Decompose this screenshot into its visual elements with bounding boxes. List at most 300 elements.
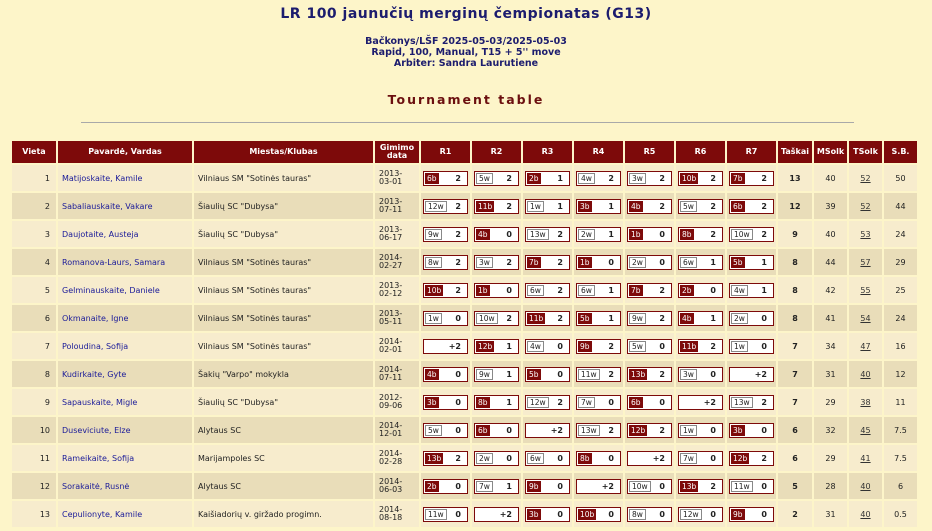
- birth-date-cell: [375, 473, 419, 499]
- opponent-link[interactable]: 2w: [629, 257, 646, 268]
- round-cell: [727, 361, 776, 387]
- msolk-cell: 31: [814, 501, 847, 527]
- round-cell: [625, 193, 674, 219]
- opponent-link[interactable]: 1w: [680, 425, 697, 436]
- opponent-link[interactable]: 3w: [680, 369, 697, 380]
- round-score: 0: [659, 257, 665, 267]
- bye-score: +2: [601, 481, 614, 491]
- points-cell: 8: [778, 249, 812, 275]
- round-score: 2: [455, 201, 461, 211]
- round-cell: [676, 417, 725, 443]
- opponent-link[interactable]: 11b: [478, 201, 493, 211]
- opponent-link[interactable]: 3b: [529, 509, 539, 519]
- player-name-link[interactable]: Romanova-Laurs, Samara: [58, 249, 192, 275]
- round-score: 2: [506, 201, 512, 211]
- round-result: [627, 479, 672, 494]
- opponent-link[interactable]: 12w: [527, 397, 549, 408]
- round-score: 1: [710, 257, 716, 267]
- round-result: [729, 367, 774, 382]
- tsolk-link[interactable]: 53: [849, 221, 882, 247]
- opponent-link[interactable]: 2b: [529, 173, 539, 183]
- opponent-link[interactable]: 12w: [425, 201, 447, 212]
- player-name-link[interactable]: Okmanaite, Igne: [58, 305, 192, 331]
- round-score: 2: [761, 397, 767, 407]
- round-cell: [523, 221, 572, 247]
- round-score: 1: [608, 313, 614, 323]
- opponent-link[interactable]: 11b: [529, 313, 544, 323]
- round-score: 0: [506, 285, 512, 295]
- round-score: 0: [455, 425, 461, 435]
- tsolk-link[interactable]: 40: [849, 361, 882, 387]
- opponent-link[interactable]: 5w: [425, 425, 442, 436]
- opponent-link[interactable]: 9w: [629, 313, 646, 324]
- round-result: [525, 199, 570, 214]
- round-score: 0: [659, 509, 665, 519]
- round-cell: [676, 333, 725, 359]
- round-score: 2: [659, 425, 665, 435]
- birth-month-day: 02-01: [379, 345, 403, 354]
- opponent-link[interactable]: 1b: [631, 229, 641, 239]
- msolk-cell: 44: [814, 249, 847, 275]
- place-cell: 12: [12, 473, 56, 499]
- opponent-link[interactable]: 1b: [478, 285, 488, 295]
- round-result: [423, 451, 468, 466]
- opponent-link[interactable]: 8b: [478, 397, 488, 407]
- round-score: 2: [506, 257, 512, 267]
- round-cell: [676, 221, 725, 247]
- opponent-link[interactable]: 5w: [680, 201, 697, 212]
- points-cell: 7: [778, 361, 812, 387]
- opponent-link[interactable]: 6b: [631, 397, 641, 407]
- msolk-cell: 41: [814, 305, 847, 331]
- player-name-link[interactable]: Kudirkaite, Gyte: [58, 361, 192, 387]
- club-cell: Marijampoles SC: [194, 445, 373, 471]
- col-r3: R3: [523, 141, 572, 163]
- opponent-link[interactable]: 4w: [731, 285, 748, 296]
- opponent-link[interactable]: 4w: [578, 173, 595, 184]
- opponent-link[interactable]: 12b: [631, 425, 646, 435]
- round-score: 1: [557, 173, 563, 183]
- round-cell: [523, 333, 572, 359]
- table-row: [12, 501, 917, 527]
- round-cell: [625, 305, 674, 331]
- opponent-link[interactable]: 3b: [580, 201, 590, 211]
- opponent-link[interactable]: 5w: [476, 173, 493, 184]
- player-name-link[interactable]: Sapauskaite, Migle: [58, 389, 192, 415]
- round-result: [474, 311, 519, 326]
- round-result: [729, 339, 774, 354]
- round-result: [678, 367, 723, 382]
- round-cell: [523, 473, 572, 499]
- round-result: [423, 423, 468, 438]
- opponent-link[interactable]: 2w: [578, 229, 595, 240]
- round-result: [423, 227, 468, 242]
- club-cell: Šiaulių SC "Dubysa": [194, 389, 373, 415]
- round-score: 0: [761, 425, 767, 435]
- round-result: [474, 255, 519, 270]
- round-result: [729, 255, 774, 270]
- round-result: [729, 227, 774, 242]
- player-name-link[interactable]: Cepulionyte, Kamile: [58, 501, 192, 527]
- tsolk-link[interactable]: 40: [849, 501, 882, 527]
- birth-year: 2014-: [379, 448, 403, 458]
- club-cell: Šiaulių SC "Dubysa": [194, 193, 373, 219]
- club-cell: Vilniaus SM "Sotinės tauras": [194, 333, 373, 359]
- msolk-cell: 39: [814, 193, 847, 219]
- round-cell: [676, 165, 725, 191]
- round-result: [423, 311, 468, 326]
- round-result: [627, 283, 672, 298]
- round-score: 1: [761, 285, 767, 295]
- opponent-link[interactable]: 13b: [631, 369, 646, 379]
- round-score: 1: [608, 201, 614, 211]
- place-cell: 10: [12, 417, 56, 443]
- opponent-link[interactable]: 8b: [682, 229, 692, 239]
- round-cell: [727, 473, 776, 499]
- round-score: 1: [608, 229, 614, 239]
- opponent-link[interactable]: 7w: [578, 397, 595, 408]
- round-score: 2: [455, 453, 461, 463]
- opponent-link[interactable]: 6w: [527, 285, 544, 296]
- place-cell: 8: [12, 361, 56, 387]
- round-result: [627, 395, 672, 410]
- opponent-link[interactable]: 9b: [529, 481, 539, 491]
- round-result: [423, 339, 468, 354]
- round-cell: [574, 501, 623, 527]
- opponent-link[interactable]: 6b: [427, 173, 437, 183]
- round-result: [627, 507, 672, 522]
- table-row: [12, 193, 917, 219]
- tsolk-link[interactable]: 55: [849, 277, 882, 303]
- round-result: [525, 171, 570, 186]
- tsolk-link[interactable]: 45: [849, 417, 882, 443]
- round-cell: [472, 361, 521, 387]
- round-result: [525, 507, 570, 522]
- tsolk-link[interactable]: 52: [849, 193, 882, 219]
- round-cell: [421, 389, 470, 415]
- round-score: 2: [710, 341, 716, 351]
- birth-date-cell: [375, 417, 419, 443]
- opponent-link[interactable]: 7w: [680, 453, 697, 464]
- opponent-link[interactable]: 11w: [578, 369, 600, 380]
- opponent-link[interactable]: 6w: [527, 453, 544, 464]
- sb-cell: 6: [884, 473, 917, 499]
- points-cell: 7: [778, 389, 812, 415]
- round-score: 0: [557, 453, 563, 463]
- round-cell: [472, 221, 521, 247]
- opponent-link[interactable]: 13w: [731, 397, 753, 408]
- opponent-link[interactable]: 1w: [731, 341, 748, 352]
- round-result: [474, 339, 519, 354]
- opponent-link[interactable]: 9b: [733, 509, 743, 519]
- round-result: [729, 283, 774, 298]
- msolk-cell: 28: [814, 473, 847, 499]
- club-cell: Vilniaus SM "Sotinės tauras": [194, 305, 373, 331]
- player-name-link[interactable]: Daujotaite, Austeja: [58, 221, 192, 247]
- divider: [81, 122, 854, 123]
- round-cell: [727, 249, 776, 275]
- bye-score: +2: [652, 453, 665, 463]
- header-row: [12, 141, 917, 163]
- place-cell: 2: [12, 193, 56, 219]
- opponent-link[interactable]: 1w: [527, 201, 544, 212]
- tsolk-link[interactable]: 52: [849, 165, 882, 191]
- table-row: [12, 417, 917, 443]
- opponent-link[interactable]: 11w: [731, 481, 753, 492]
- round-result: [576, 395, 621, 410]
- opponent-link[interactable]: 4b: [478, 229, 488, 239]
- tsolk-link[interactable]: 38: [849, 389, 882, 415]
- table-row: [12, 277, 917, 303]
- round-result: [627, 311, 672, 326]
- round-score: 2: [710, 481, 716, 491]
- round-cell: [523, 193, 572, 219]
- table-row: [12, 389, 917, 415]
- round-score: 2: [710, 201, 716, 211]
- round-score: 2: [455, 257, 461, 267]
- round-result: [423, 507, 468, 522]
- club-cell: Alytaus SC: [194, 473, 373, 499]
- opponent-link[interactable]: 13w: [578, 425, 600, 436]
- round-score: 0: [455, 397, 461, 407]
- opponent-link[interactable]: 6b: [733, 201, 743, 211]
- round-cell: [574, 277, 623, 303]
- opponent-link[interactable]: 12b: [733, 453, 748, 463]
- round-result: [576, 255, 621, 270]
- player-name-link[interactable]: Poloudina, Sofija: [58, 333, 192, 359]
- round-cell: [421, 221, 470, 247]
- round-score: 2: [608, 425, 614, 435]
- points-cell: 2: [778, 501, 812, 527]
- sb-cell: 16: [884, 333, 917, 359]
- tsolk-link[interactable]: 41: [849, 445, 882, 471]
- round-score: 2: [761, 201, 767, 211]
- opponent-link[interactable]: 4b: [631, 201, 641, 211]
- round-result: [627, 451, 672, 466]
- place-cell: 3: [12, 221, 56, 247]
- round-cell: [421, 333, 470, 359]
- opponent-link[interactable]: 11w: [425, 509, 447, 520]
- round-cell: [676, 277, 725, 303]
- round-score: 2: [455, 285, 461, 295]
- opponent-link[interactable]: 12b: [478, 341, 493, 351]
- table-row: [12, 445, 917, 471]
- opponent-link[interactable]: 2w: [476, 453, 493, 464]
- club-cell: Alytaus SC: [194, 417, 373, 443]
- msolk-cell: 29: [814, 389, 847, 415]
- opponent-link[interactable]: 5b: [580, 313, 590, 323]
- opponent-link[interactable]: 6w: [578, 285, 595, 296]
- opponent-link[interactable]: 6w: [680, 257, 697, 268]
- round-score: 1: [710, 313, 716, 323]
- round-score: 2: [557, 257, 563, 267]
- round-result: [423, 367, 468, 382]
- opponent-link[interactable]: 1w: [425, 313, 442, 324]
- player-name-link[interactable]: Sabaliauskaite, Vakare: [58, 193, 192, 219]
- round-score: 0: [506, 453, 512, 463]
- round-result: [678, 395, 723, 410]
- bye-score: +2: [703, 397, 716, 407]
- opponent-link[interactable]: 10w: [731, 229, 753, 240]
- round-cell: [421, 277, 470, 303]
- round-score: 2: [659, 313, 665, 323]
- opponent-link[interactable]: 13b: [682, 481, 697, 491]
- player-name-link[interactable]: Duseviciute, Elze: [58, 417, 192, 443]
- round-result: [525, 367, 570, 382]
- birth-month-day: 05-11: [379, 317, 403, 326]
- opponent-link[interactable]: 8w: [629, 509, 646, 520]
- points-cell: 13: [778, 165, 812, 191]
- round-cell: [727, 501, 776, 527]
- round-result: [729, 199, 774, 214]
- opponent-link[interactable]: 5w: [629, 341, 646, 352]
- opponent-link[interactable]: 7b: [529, 257, 539, 267]
- msolk-cell: 40: [814, 165, 847, 191]
- birth-date-cell: [375, 501, 419, 527]
- opponent-link[interactable]: 3b: [427, 397, 437, 407]
- tsolk-link[interactable]: 47: [849, 333, 882, 359]
- opponent-link[interactable]: 4b: [427, 369, 437, 379]
- sb-cell: 29: [884, 249, 917, 275]
- birth-month-day: 06-17: [379, 233, 403, 242]
- opponent-link[interactable]: 10b: [427, 285, 442, 295]
- round-score: 0: [455, 369, 461, 379]
- round-score: 0: [659, 341, 665, 351]
- round-score: 0: [761, 509, 767, 519]
- round-cell: [727, 277, 776, 303]
- round-score: 2: [659, 173, 665, 183]
- birth-year: 2012-: [379, 392, 403, 402]
- round-score: 2: [659, 369, 665, 379]
- club-cell: Vilniaus SM "Sotinės tauras": [194, 277, 373, 303]
- col-r2: R2: [472, 141, 521, 163]
- opponent-link[interactable]: 3w: [476, 257, 493, 268]
- opponent-link[interactable]: 7b: [631, 285, 641, 295]
- place-cell: 5: [12, 277, 56, 303]
- round-cell: [574, 389, 623, 415]
- round-cell: [574, 361, 623, 387]
- round-cell: [727, 193, 776, 219]
- round-cell: [523, 361, 572, 387]
- round-result: [678, 199, 723, 214]
- round-score: 2: [659, 285, 665, 295]
- round-cell: [625, 165, 674, 191]
- opponent-link[interactable]: 4w: [527, 341, 544, 352]
- player-name-link[interactable]: Gelminauskaite, Daniele: [58, 277, 192, 303]
- opponent-link[interactable]: 13w: [527, 229, 549, 240]
- sb-cell: 0.5: [884, 501, 917, 527]
- opponent-link[interactable]: 3w: [629, 173, 646, 184]
- round-result: [525, 479, 570, 494]
- round-cell: [574, 221, 623, 247]
- round-cell: [472, 277, 521, 303]
- bye-score: +2: [754, 369, 767, 379]
- round-result: [576, 367, 621, 382]
- opponent-link[interactable]: 2b: [682, 285, 692, 295]
- birth-year: 2013-: [379, 280, 403, 290]
- round-cell: [472, 249, 521, 275]
- round-cell: [472, 165, 521, 191]
- sb-cell: 11: [884, 389, 917, 415]
- round-score: 0: [557, 341, 563, 351]
- tsolk-link[interactable]: 54: [849, 305, 882, 331]
- round-result: [525, 283, 570, 298]
- round-score: 2: [557, 229, 563, 239]
- opponent-link[interactable]: 9b: [580, 341, 590, 351]
- round-result: [627, 367, 672, 382]
- round-cell: [421, 417, 470, 443]
- player-name-link[interactable]: Sorakaitė, Rusnė: [58, 473, 192, 499]
- round-result: [525, 311, 570, 326]
- round-cell: [421, 305, 470, 331]
- round-cell: [523, 277, 572, 303]
- birth-date-cell: [375, 361, 419, 387]
- round-cell: [727, 333, 776, 359]
- tsolk-link[interactable]: 57: [849, 249, 882, 275]
- tsolk-link[interactable]: 40: [849, 473, 882, 499]
- points-cell: 8: [778, 305, 812, 331]
- opponent-link[interactable]: 1b: [580, 257, 590, 267]
- opponent-link[interactable]: 9w: [476, 369, 493, 380]
- round-result: [525, 395, 570, 410]
- opponent-link[interactable]: 8w: [425, 257, 442, 268]
- round-result: [474, 507, 519, 522]
- round-result: [729, 311, 774, 326]
- round-score: 2: [761, 453, 767, 463]
- club-cell: Šakių "Varpo" mokykla: [194, 361, 373, 387]
- opponent-link[interactable]: 5b: [733, 257, 743, 267]
- player-name-link[interactable]: Rameikaite, Sofija: [58, 445, 192, 471]
- format-line: Rapid, 100, Manual, T15 + 5'' move: [371, 47, 561, 58]
- round-score: 2: [608, 369, 614, 379]
- round-cell: [625, 361, 674, 387]
- round-cell: [472, 501, 521, 527]
- opponent-link[interactable]: 13b: [427, 453, 442, 463]
- round-cell: [625, 445, 674, 471]
- opponent-link[interactable]: 12w: [680, 509, 702, 520]
- opponent-link[interactable]: 10b: [682, 173, 697, 183]
- round-result: [576, 423, 621, 438]
- opponent-link[interactable]: 10w: [629, 481, 651, 492]
- table-row: [12, 249, 917, 275]
- round-score: 2: [710, 229, 716, 239]
- round-result: [576, 171, 621, 186]
- opponent-link[interactable]: 11b: [682, 341, 697, 351]
- opponent-link[interactable]: 6b: [478, 425, 488, 435]
- opponent-link[interactable]: 10b: [580, 509, 595, 519]
- opponent-link[interactable]: 2w: [731, 313, 748, 324]
- round-cell: [472, 445, 521, 471]
- round-result: [423, 479, 468, 494]
- birth-month-day: 07-11: [379, 205, 403, 214]
- opponent-link[interactable]: 7b: [733, 173, 743, 183]
- player-name-link[interactable]: Matijoskaite, Kamile: [58, 165, 192, 191]
- opponent-link[interactable]: 8b: [580, 453, 590, 463]
- round-cell: [421, 445, 470, 471]
- opponent-link[interactable]: 7w: [476, 481, 493, 492]
- opponent-link[interactable]: 9w: [425, 229, 442, 240]
- place-cell: 7: [12, 333, 56, 359]
- opponent-link[interactable]: 4b: [682, 313, 692, 323]
- round-score: 0: [710, 509, 716, 519]
- opponent-link[interactable]: 2b: [427, 481, 437, 491]
- opponent-link[interactable]: 10w: [476, 313, 498, 324]
- opponent-link[interactable]: 3b: [733, 425, 743, 435]
- round-result: [729, 451, 774, 466]
- opponent-link[interactable]: 5b: [529, 369, 539, 379]
- msolk-cell: 42: [814, 277, 847, 303]
- round-result: [423, 283, 468, 298]
